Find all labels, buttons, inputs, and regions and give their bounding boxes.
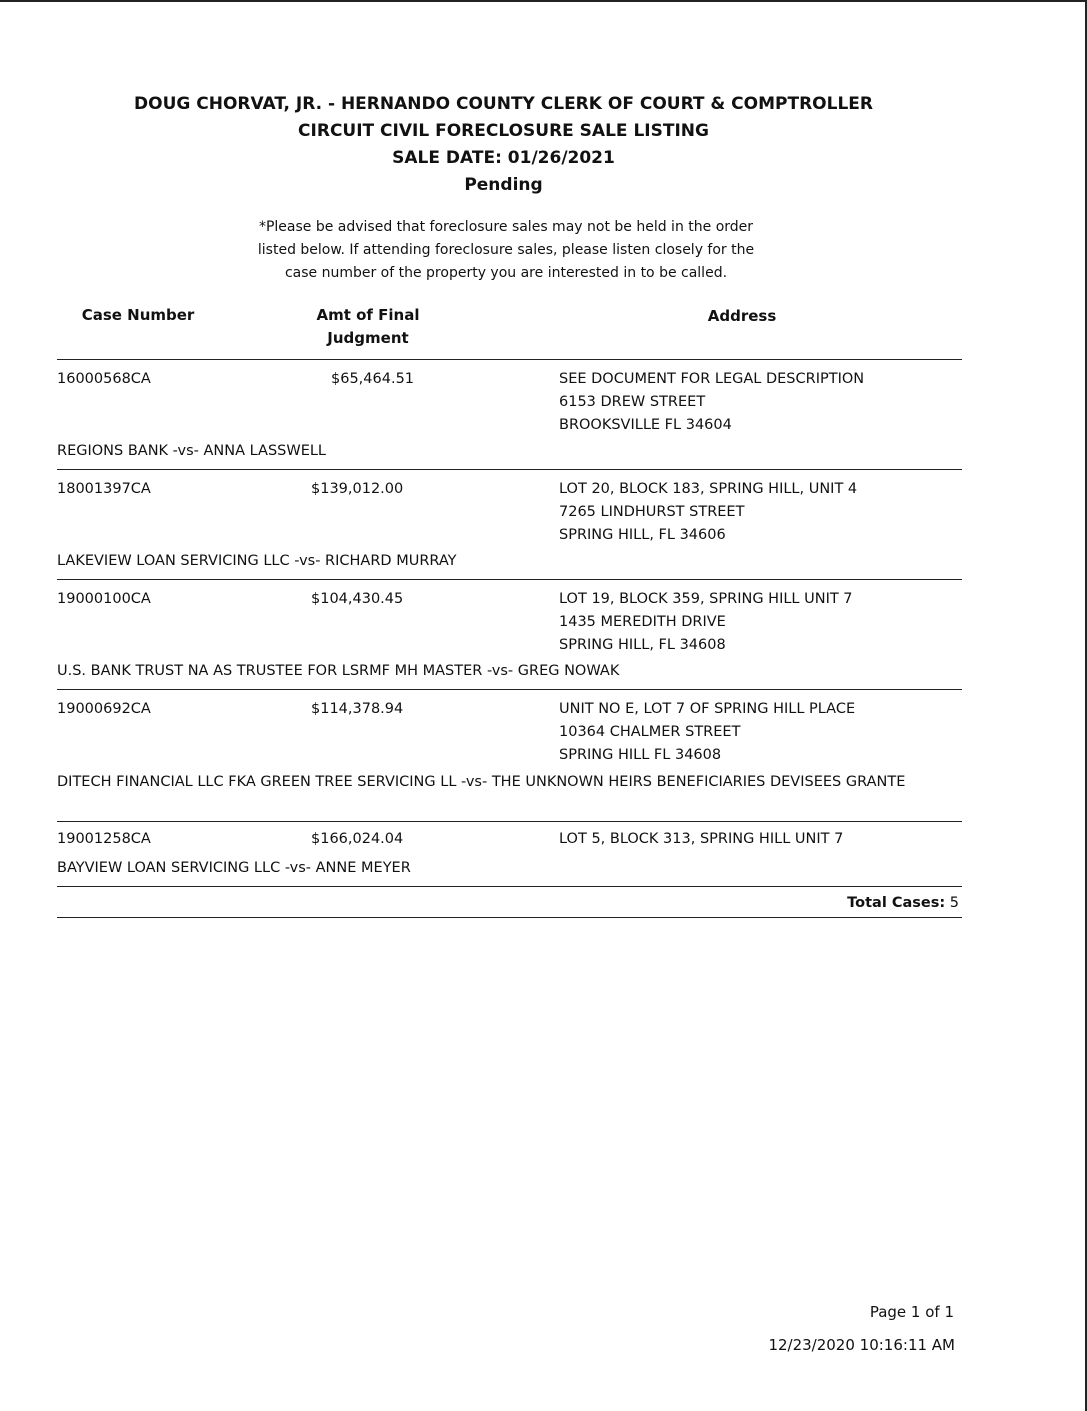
header-status: Pending xyxy=(464,175,543,195)
column-header-amount-line-1: Amt of Final xyxy=(316,306,420,324)
judgment-amount: $104,430.45 xyxy=(311,591,404,607)
address-line: SPRING HILL, FL 34608 xyxy=(559,637,726,653)
row-rule xyxy=(57,821,962,822)
property-address xyxy=(559,698,855,767)
property-address xyxy=(559,368,864,437)
property-address xyxy=(559,588,853,657)
judgment-amount: $65,464.51 xyxy=(331,371,415,387)
row-rule xyxy=(57,469,962,470)
notice-line-2: listed below. If attending foreclosure sales, please listen closely for the xyxy=(257,242,755,258)
notice-line-1: *Please be advised that foreclosure sales may not be held in the order xyxy=(258,219,754,235)
document-header xyxy=(0,91,1007,199)
address-line: 6153 DREW STREET xyxy=(559,394,706,410)
case-parties: BAYVIEW LOAN SERVICING LLC -vs- ANNE MEYER xyxy=(57,860,411,876)
address-line: 7265 LINDHURST STREET xyxy=(559,504,745,520)
address-line: SPRING HILL FL 34608 xyxy=(559,747,722,763)
case-number: 19000692CA xyxy=(57,701,151,717)
column-header-address: Address xyxy=(707,307,777,325)
address-line: 1435 MEREDITH DRIVE xyxy=(559,614,726,630)
row-rule xyxy=(57,579,962,580)
header-rule xyxy=(57,359,962,360)
address-line: 10364 CHALMER STREET xyxy=(559,724,741,740)
case-number: 19001258CA xyxy=(57,831,151,847)
address-line: SPRING HILL, FL 34606 xyxy=(559,527,726,543)
case-parties: REGIONS BANK -vs- ANNA LASSWELL xyxy=(57,443,327,459)
case-parties: U.S. BANK TRUST NA AS TRUSTEE FOR LSRMF MH MASTER -vs- GREG NOWAK xyxy=(57,663,620,679)
total-cases xyxy=(847,892,959,915)
case-number: 16000568CA xyxy=(57,371,151,387)
case-number: 19000100CA xyxy=(57,591,151,607)
address-line: LOT 5, BLOCK 313, SPRING HILL UNIT 7 xyxy=(559,831,844,847)
address-line: LOT 19, BLOCK 359, SPRING HILL UNIT 7 xyxy=(559,591,853,607)
row-rule xyxy=(57,689,962,690)
case-parties: DITECH FINANCIAL LLC FKA GREEN TREE SERVICING LL -vs- THE UNKNOWN HEIRS BENEFICIARIES DEVISEES GRANTE xyxy=(57,774,906,790)
address-line: SEE DOCUMENT FOR LEGAL DESCRIPTION xyxy=(559,371,865,387)
column-header-amount xyxy=(298,304,438,350)
property-address xyxy=(559,828,843,851)
total-cases-value: 5 xyxy=(949,895,959,911)
total-rule xyxy=(57,917,962,918)
column-header-amount-line-2: Judgment xyxy=(327,329,409,347)
header-sale-date: SALE DATE: 01/26/2021 xyxy=(392,148,615,168)
address-line: LOT 20, BLOCK 183, SPRING HILL, UNIT 4 xyxy=(559,481,858,497)
property-address xyxy=(559,478,857,547)
judgment-amount: $114,378.94 xyxy=(311,701,404,717)
print-timestamp: 12/23/2020 10:16:11 AM xyxy=(768,1336,955,1354)
judgment-amount: $139,012.00 xyxy=(311,481,404,497)
column-header-case-number: Case Number xyxy=(81,306,195,324)
address-line: BROOKSVILLE FL 34604 xyxy=(559,417,732,433)
notice-text xyxy=(200,216,812,285)
header-title: DOUG CHORVAT, JR. - HERNANDO COUNTY CLERK OF COURT & COMPTROLLER xyxy=(134,94,873,114)
total-cases-label: Total Cases: xyxy=(847,895,946,911)
notice-line-3: case number of the property you are interested in to be called. xyxy=(284,265,728,281)
page-number: Page 1 of 1 xyxy=(869,1303,954,1321)
case-number: 18001397CA xyxy=(57,481,151,497)
judgment-amount: $166,024.04 xyxy=(311,831,404,847)
header-listing-title: CIRCUIT CIVIL FORECLOSURE SALE LISTING xyxy=(298,121,709,141)
address-line: UNIT NO E, LOT 7 OF SPRING HILL PLACE xyxy=(559,701,856,717)
case-parties: LAKEVIEW LOAN SERVICING LLC -vs- RICHARD MURRAY xyxy=(57,553,457,569)
row-rule xyxy=(57,886,962,887)
